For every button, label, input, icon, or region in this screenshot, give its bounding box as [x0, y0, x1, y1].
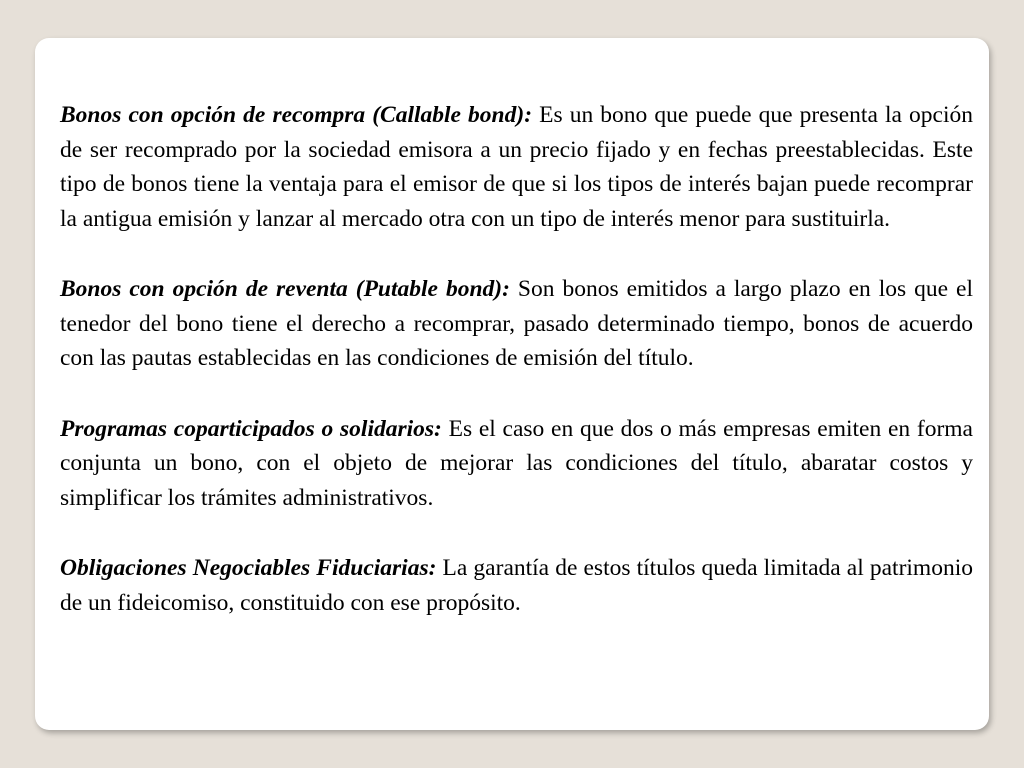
paragraph-callable-bond [60, 98, 973, 236]
paragraph-obligaciones-fiduciarias [60, 551, 973, 620]
term-putable-bond: Bonos con opción de reventa (Putable bond): [60, 276, 510, 302]
definition-programas-coparticipados: Es el caso en que dos o más empresas emiten en forma conjunta un bono, con el objeto de mejorar las condiciones del título, abaratar costos y simplificar los trámites administrativos. [60, 415, 973, 511]
term-obligaciones-fiduciarias: Obligaciones Negociables Fiduciarias: [60, 555, 437, 581]
paragraph-programas-coparticipados [60, 412, 973, 516]
term-callable-bond: Bonos con opción de recompra (Callable bond): [60, 102, 533, 128]
paragraph-putable-bond [60, 272, 973, 376]
definition-obligaciones-fiduciarias: La garantía de estos títulos queda limitada al patrimonio de un fideicomiso, constituido con ese propósito. [60, 555, 973, 616]
slide-content-card [35, 38, 989, 730]
definition-callable-bond: Es un bono que puede que presenta la opción de ser recomprado por la sociedad emisora a un precio fijado y en fechas preestablecidas. Este tipo de bonos tiene la ventaja para el emisor de que si los tipos de interés bajan puede recomprar la antigua emisión y lanzar al mercado otra con un tipo de interés menor para sustituirla. [60, 102, 973, 232]
definition-putable-bond: Son bonos emitidos a largo plazo en los que el tenedor del bono tiene el derecho a recomprar, pasado determinado tiempo, bonos de acuerdo con las pautas establecidas en las condiciones de emisión del título. [60, 276, 973, 371]
term-programas-coparticipados: Programas coparticipados o solidarios: [60, 415, 442, 442]
